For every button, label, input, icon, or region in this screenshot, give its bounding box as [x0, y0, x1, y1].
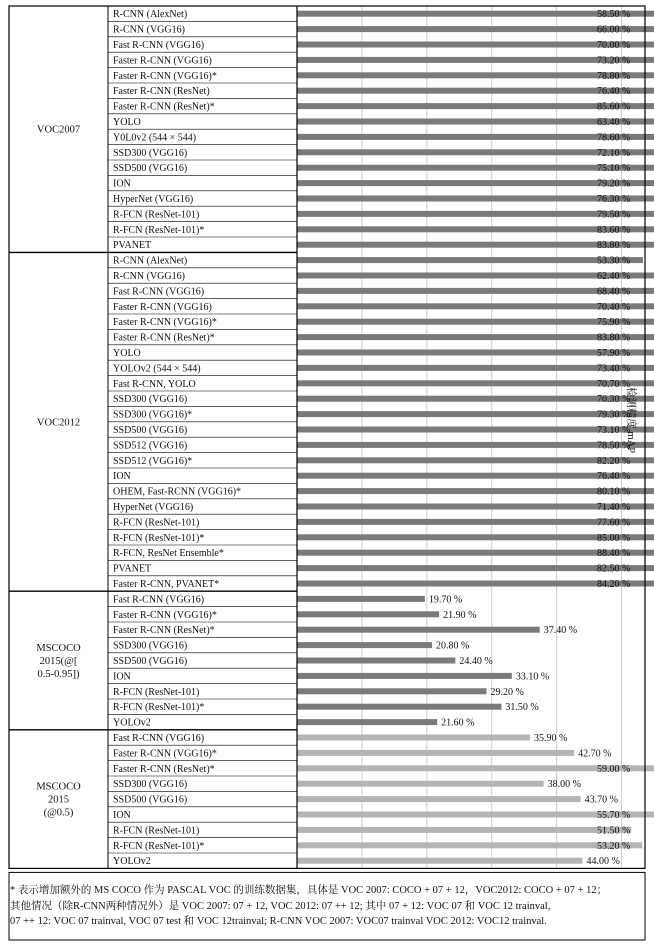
value-label: 78.50 % [597, 440, 631, 452]
bar [297, 719, 437, 725]
category-label: Faster R-CNN (VGG16) [113, 301, 212, 313]
bar [297, 842, 642, 848]
value-label: 57.90 % [597, 348, 631, 359]
value-label: 42.70 % [578, 748, 612, 760]
group-label: 2015 [48, 794, 69, 806]
value-label: 24.40 % [459, 656, 493, 667]
category-label: SSD512 (VGG16)* [113, 455, 193, 467]
value-label: 83.80 % [597, 240, 631, 252]
category-label: YOLOv2 (544 × 544) [113, 363, 201, 375]
category-label: R-CNN (VGG16) [113, 271, 185, 282]
value-label: 73.40 % [597, 363, 631, 375]
value-label: 70.40 % [597, 301, 631, 313]
bar [297, 781, 544, 787]
bar [297, 827, 631, 833]
value-label: 80.10 % [597, 486, 631, 498]
category-label: Fast R-CNN (VGG16) [113, 594, 205, 606]
bar [297, 257, 643, 263]
value-label: 84.20 % [597, 579, 631, 590]
category-label: Faster R-CNN (ResNet)* [113, 332, 215, 344]
category-label: ION [113, 471, 131, 483]
value-label: 70.00 % [597, 40, 631, 51]
category-label: Faster R-CNN (VGG16)* [113, 317, 217, 329]
category-label: Faster R-CNN (ResNet)* [113, 763, 215, 775]
category-label: Faster R-CNN (VGG16)* [113, 748, 217, 760]
value-label: 73.10 % [597, 425, 631, 436]
category-label: Fast R-CNN (VGG16) [113, 40, 205, 51]
footnote-line-3: 07 ++ 12: VOC 07 trainval, VOC 07 test 和 VOC 12trainval; R-CNN VOC 2007: VOC07 trainval VOC 2012: VOC12 trainval. [10, 916, 547, 927]
footnote [10, 883, 644, 930]
bar [297, 704, 501, 710]
group-label: MSCOCO [36, 643, 81, 654]
category-label: PVANET [113, 563, 152, 575]
bar [297, 858, 583, 864]
value-label: 51.50 % [597, 825, 631, 837]
group-label: (@0.5) [43, 807, 74, 819]
value-label: 19.70 % [428, 594, 463, 606]
value-label: 53.30 % [597, 255, 631, 267]
category-label: YOLO [113, 117, 141, 128]
group-label: VOC2012 [36, 417, 81, 429]
category-label: Fast R-CNN, YOLO [113, 378, 196, 390]
value-label: 53.20 % [597, 840, 631, 852]
bar [297, 658, 455, 664]
category-label: HyperNet (VGG16) [113, 502, 194, 513]
category-label: R-FCN (ResNet-101)* [113, 224, 205, 236]
value-label: 43.70 % [584, 794, 618, 806]
value-label: 76.40 % [597, 86, 631, 98]
value-label: 76.30 % [597, 194, 631, 205]
category-label: YOLOv2 [113, 856, 151, 868]
category-label: SSD500 (VGG16) [113, 425, 188, 436]
value-label: 63.40 % [597, 117, 631, 128]
category-label: R-CNN (AlexNet) [113, 255, 188, 267]
category-label: R-FCN, ResNet Ensemble* [113, 548, 224, 560]
bar [297, 735, 530, 741]
group-label: MSCOCO [36, 781, 81, 793]
category-label: R-FCN (ResNet-101) [113, 209, 200, 221]
bar [297, 642, 432, 648]
value-label: 68.40 % [597, 286, 631, 298]
bar [297, 673, 512, 679]
value-label: 21.90 % [443, 609, 477, 621]
value-label: 70.30 % [597, 394, 631, 406]
category-label: SSD300 (VGG16) [113, 147, 188, 159]
bar [297, 688, 487, 694]
value-label: 70.70 % [597, 378, 631, 390]
value-label: 29.20 % [490, 686, 524, 698]
category-label: R-CNN (VGG16) [113, 24, 185, 36]
value-label: 79.50 % [597, 209, 631, 221]
value-label: 78.80 % [597, 70, 631, 82]
value-label: 21.60 % [441, 717, 475, 729]
category-label: SSD500 (VGG16) [113, 794, 188, 806]
bar [297, 596, 425, 602]
bar [297, 796, 581, 802]
value-label: 20.80 % [435, 640, 470, 652]
category-label: SSD300 (VGG16) [113, 779, 188, 791]
value-label: 72.10 % [597, 147, 631, 159]
value-label: 62.40 % [597, 271, 631, 282]
category-label: Fast R-CNN (VGG16) [113, 733, 205, 744]
category-label: SSD500 (VGG16) [113, 656, 188, 667]
value-label: 78.60 % [597, 132, 631, 144]
value-label: 75.90 % [597, 317, 631, 329]
category-label: R-CNN (AlexNet) [113, 9, 188, 21]
value-label: 73.20 % [597, 55, 631, 67]
value-label: 37.40 % [543, 625, 578, 637]
value-label: 66.00 % [597, 24, 631, 36]
value-label: 71.40 % [597, 502, 631, 513]
value-label: 44.00 % [586, 856, 620, 868]
bar [297, 611, 439, 617]
category-label: R-FCN (ResNet-101)* [113, 840, 205, 852]
value-label: 85.00 % [597, 532, 631, 544]
category-label: YOLO [113, 348, 141, 359]
value-label: 38.00 % [547, 779, 581, 791]
category-label: Y0L0v2 (544 × 544) [113, 132, 197, 144]
category-label: Faster R-CNN (ResNet)* [113, 625, 215, 637]
category-label: Faster R-CNN (ResNet)* [113, 101, 215, 113]
value-label: 59.00 % [597, 763, 631, 775]
category-label: R-FCN (ResNet-101)* [113, 702, 205, 714]
category-label: ION [113, 810, 131, 821]
category-label: Faster R-CNN (ResNet) [113, 86, 210, 98]
value-label: 35.90 % [533, 733, 568, 744]
value-label: 79.30 % [597, 409, 631, 421]
category-label: Faster R-CNN (VGG16) [113, 55, 212, 67]
value-label: 82.50 % [597, 563, 631, 575]
category-label: ION [113, 178, 131, 190]
category-label: PVANET [113, 240, 152, 252]
category-label: SSD300 (VGG16) [113, 394, 188, 406]
category-label: OHEM, Fast-RCNN (VGG16)* [113, 486, 242, 498]
category-label: ION [113, 671, 131, 683]
group-label: 2015(@[ [39, 656, 78, 667]
category-label: HyperNet (VGG16) [113, 194, 194, 205]
value-label: 85.60 % [597, 101, 631, 113]
category-label: Fast R-CNN (VGG16) [113, 286, 205, 298]
category-label: Faster R-CNN (VGG16)* [113, 70, 217, 82]
category-label: R-FCN (ResNet-101)* [113, 532, 205, 544]
value-label: 83.60 % [597, 224, 631, 236]
value-label: 88.40 % [597, 548, 631, 560]
value-label: 79.20 % [597, 178, 631, 190]
value-label: 76.40 % [597, 471, 631, 483]
group-label: 0.5-0.95]) [37, 669, 80, 680]
footnote-line-1: * 表示增加额外的 MS COCO 作为 PASCAL VOC 的训练数据集，具体是 VOC 2007: COCO + 07 + 12，VOC2012: COCO + 07 + 12； [10, 885, 608, 896]
group-label: VOC2007 [36, 124, 81, 136]
category-label: SSD512 (VGG16) [113, 440, 188, 452]
category-label: Faster R-CNN (VGG16)* [113, 609, 217, 621]
category-label: SSD300 (VGG16)* [113, 409, 193, 421]
category-label: SSD500 (VGG16) [113, 163, 188, 175]
value-label: 75.10 % [597, 163, 631, 175]
value-label: 83.80 % [597, 332, 631, 344]
category-label: R-FCN (ResNet-101) [113, 517, 200, 529]
category-label: R-FCN (ResNet-101) [113, 825, 200, 837]
value-label: 31.50 % [505, 702, 539, 714]
value-label: 82.20 % [597, 455, 631, 467]
category-label: SSD300 (VGG16) [113, 640, 188, 652]
value-label: 77.60 % [597, 517, 631, 529]
footnote-line-2: 其他情况（除R-CNN两种情况外）是 VOC 2007: 07 + 12, VOC 2012: 07 ++ 12; 其中 07 + 12: VOC 07 和 VOC 12 trainval, [10, 900, 551, 912]
value-label: 33.10 % [515, 671, 550, 683]
category-label: YOLOv2 [113, 717, 151, 729]
axis-title: 检测精度 mAP [625, 386, 636, 454]
category-label: Faster R-CNN, PVANET* [113, 579, 220, 590]
bar [297, 750, 574, 756]
value-label: 55.70 % [597, 810, 631, 821]
category-label: R-FCN (ResNet-101) [113, 686, 200, 698]
bar [297, 627, 540, 633]
value-label: 58.50 % [597, 9, 631, 21]
